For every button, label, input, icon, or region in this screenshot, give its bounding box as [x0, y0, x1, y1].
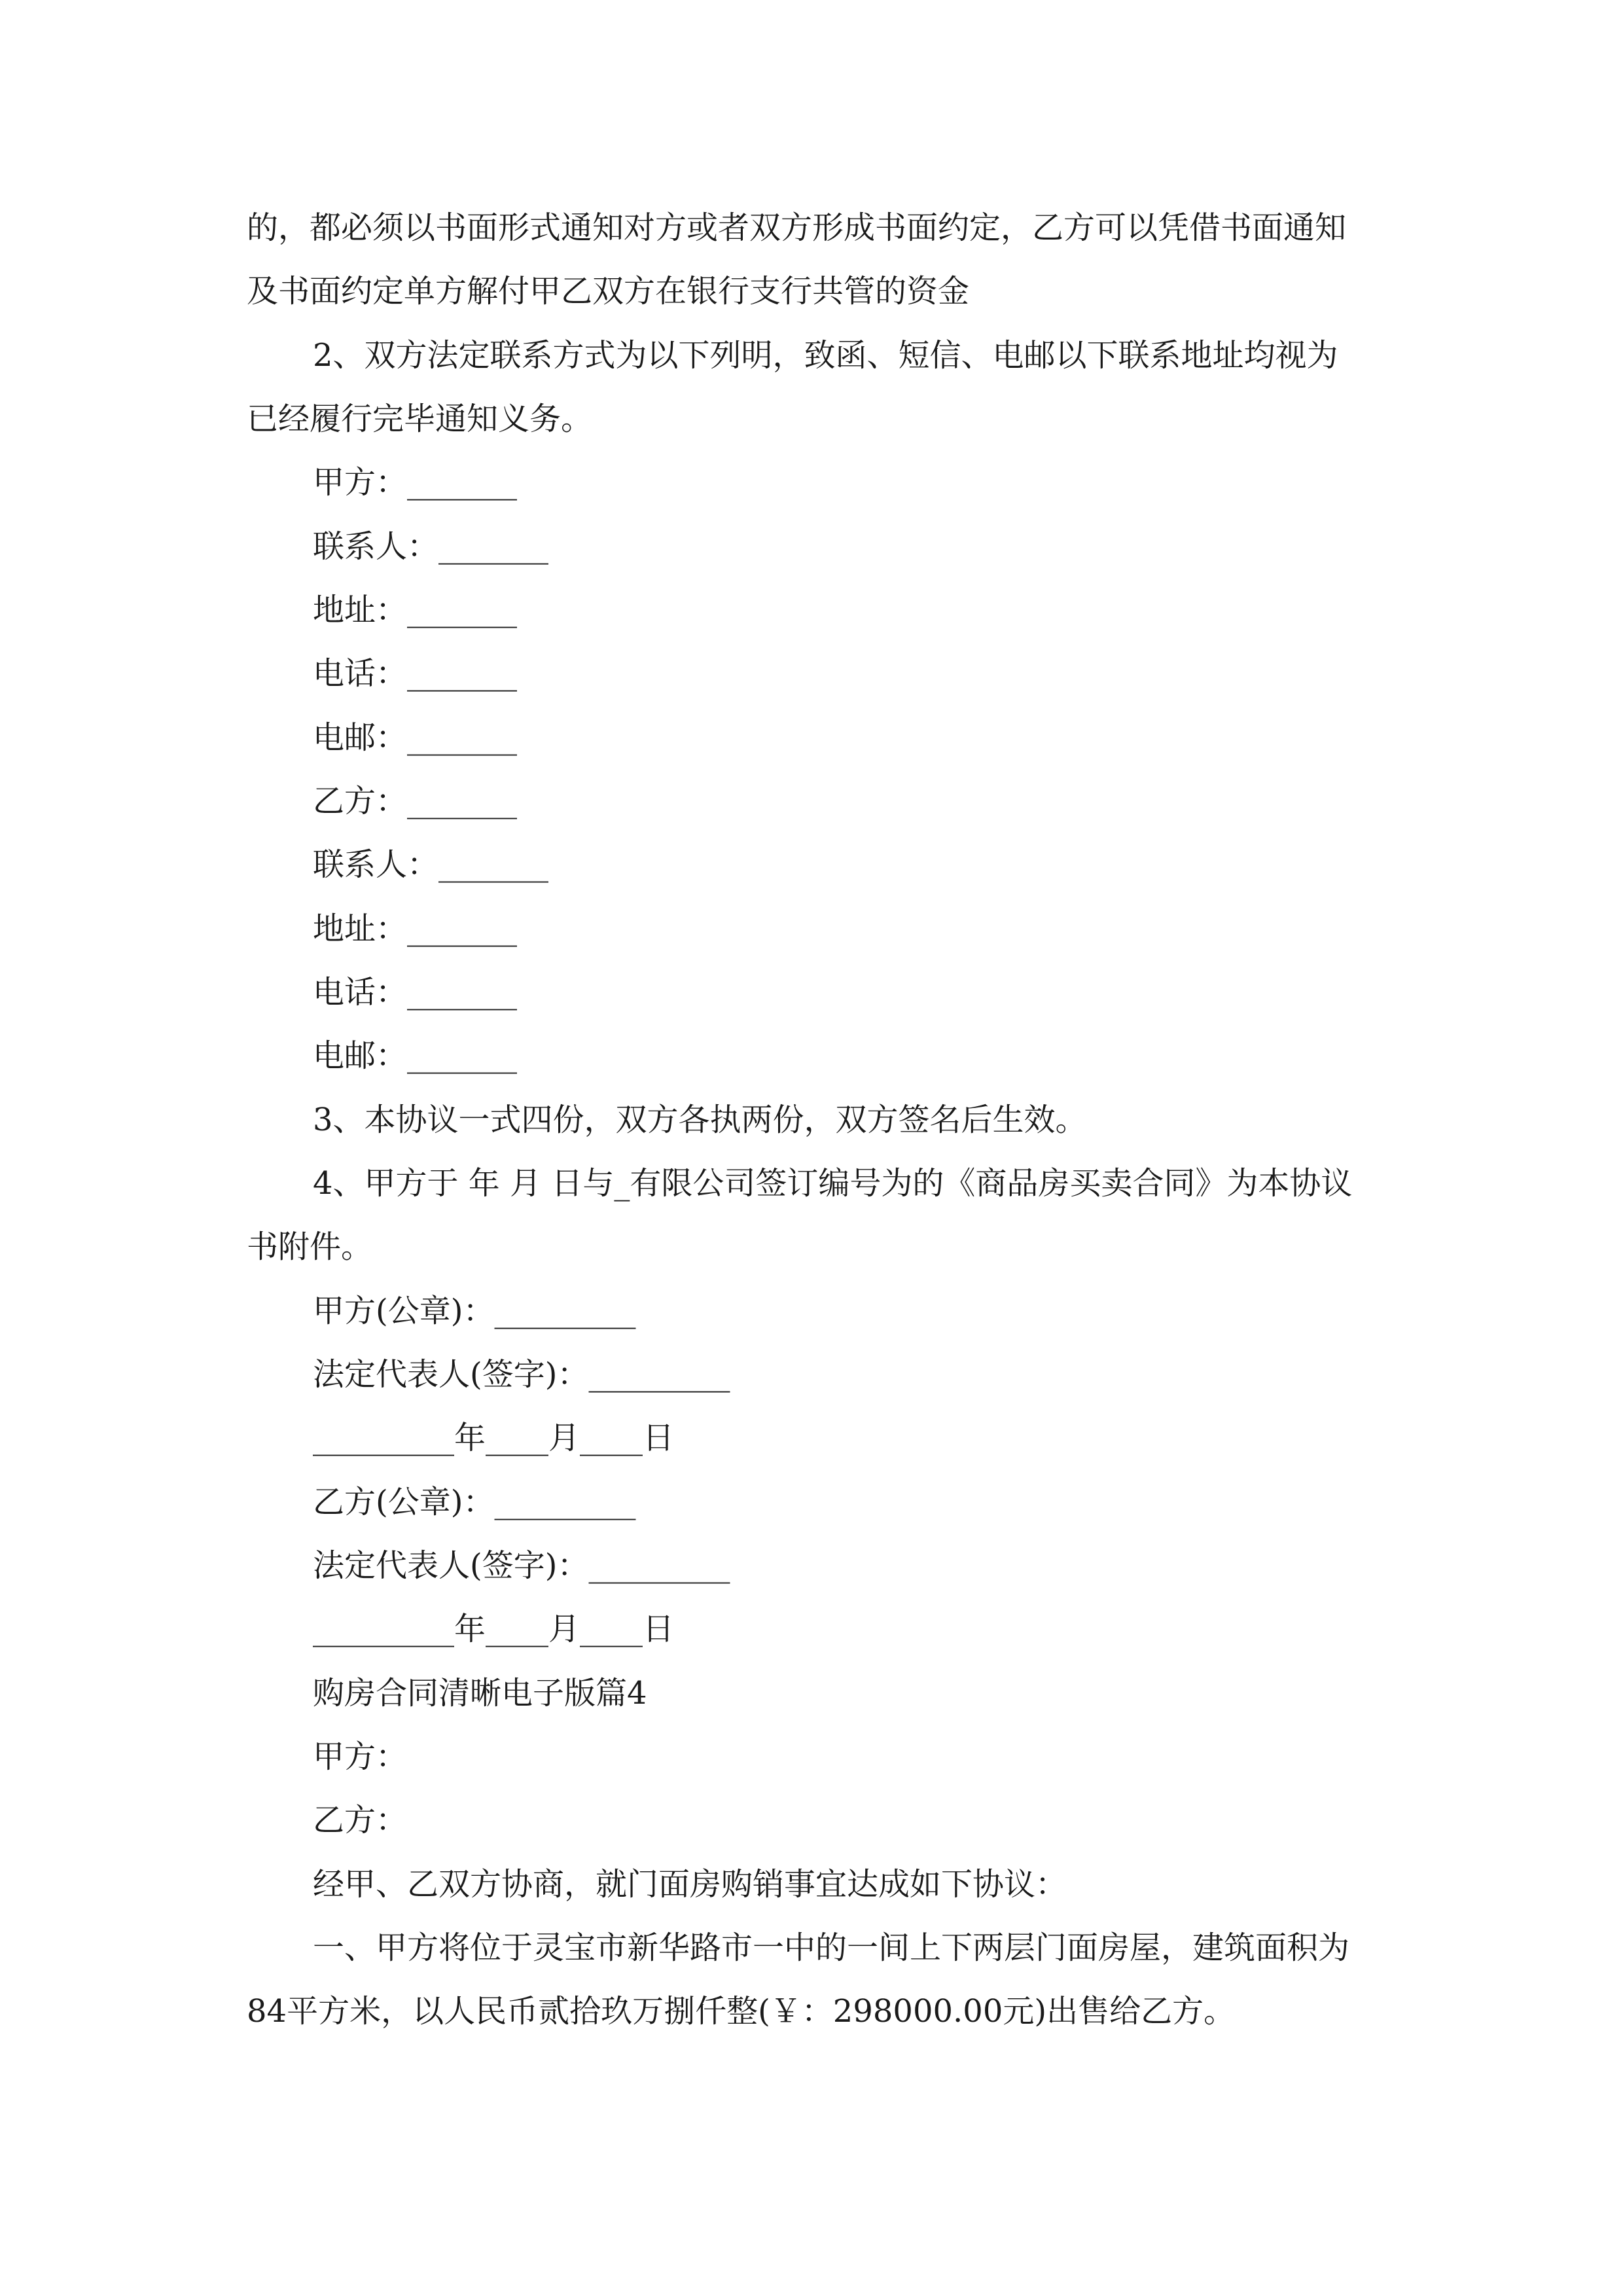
- contact-person-field: 联系人：_______: [313, 846, 549, 883]
- section-heading: 购房合同清晰电子版篇4: [313, 1675, 647, 1712]
- party-a-seal-field: 甲方(公章)：_________: [313, 1293, 636, 1329]
- paragraph-line: 经甲、乙双方协商，就门面房购销事宜达成如下协议：: [313, 1866, 1067, 1903]
- paragraph-line: 84平方米，以人民币贰拾玖万捌仟整(￥：298000.00元)出售给乙方。: [247, 1993, 1236, 2030]
- party-a-field: 甲方：_______: [313, 464, 518, 501]
- paragraph-line: 及书面约定单方解付甲乙双方在银行支行共管的资金: [247, 273, 970, 310]
- party-b-field: 乙方：_______: [313, 783, 518, 819]
- legal-representative-field: 法定代表人(签字)：_________: [313, 1547, 730, 1584]
- paragraph-line: 已经履行完毕通知义务。: [247, 401, 593, 437]
- email-field: 电邮：_______: [313, 719, 518, 756]
- paragraph-line: 4、甲方于 年 月 日与_有限公司签订编号为的《商品房买卖合同》为本协议: [313, 1165, 1353, 1202]
- address-field: 地址：_______: [313, 910, 518, 947]
- phone-field: 电话：_______: [313, 974, 518, 1011]
- paragraph-line: 3、本协议一式四份，双方各执两份，双方签名后生效。: [313, 1102, 1087, 1138]
- address-field: 地址：_______: [313, 592, 518, 628]
- party-b-seal-field: 乙方(公章)：_________: [313, 1484, 636, 1520]
- phone-field: 电话：_______: [313, 655, 518, 692]
- party-b-label: 乙方：: [313, 1802, 408, 1839]
- contact-person-field: 联系人：_______: [313, 528, 549, 565]
- party-a-label: 甲方：: [313, 1738, 408, 1775]
- paragraph-line: 2、双方法定联系方式为以下列明，致函、短信、电邮以下联系地址均视为: [313, 337, 1338, 374]
- paragraph-line: 的，都必须以书面形式通知对方或者双方形成书面约定，乙方可以凭借书面通知: [247, 209, 1347, 246]
- date-field: _________年____月____日: [313, 1420, 675, 1456]
- date-field: _________年____月____日: [313, 1611, 675, 1647]
- email-field: 电邮：_______: [313, 1037, 518, 1074]
- paragraph-line: 一、甲方将位于灵宝市新华路市一中的一间上下两层门面房屋，建筑面积为: [313, 1929, 1350, 1966]
- paragraph-line: 书附件。: [247, 1229, 373, 1265]
- legal-representative-field: 法定代表人(签字)：_________: [313, 1356, 730, 1393]
